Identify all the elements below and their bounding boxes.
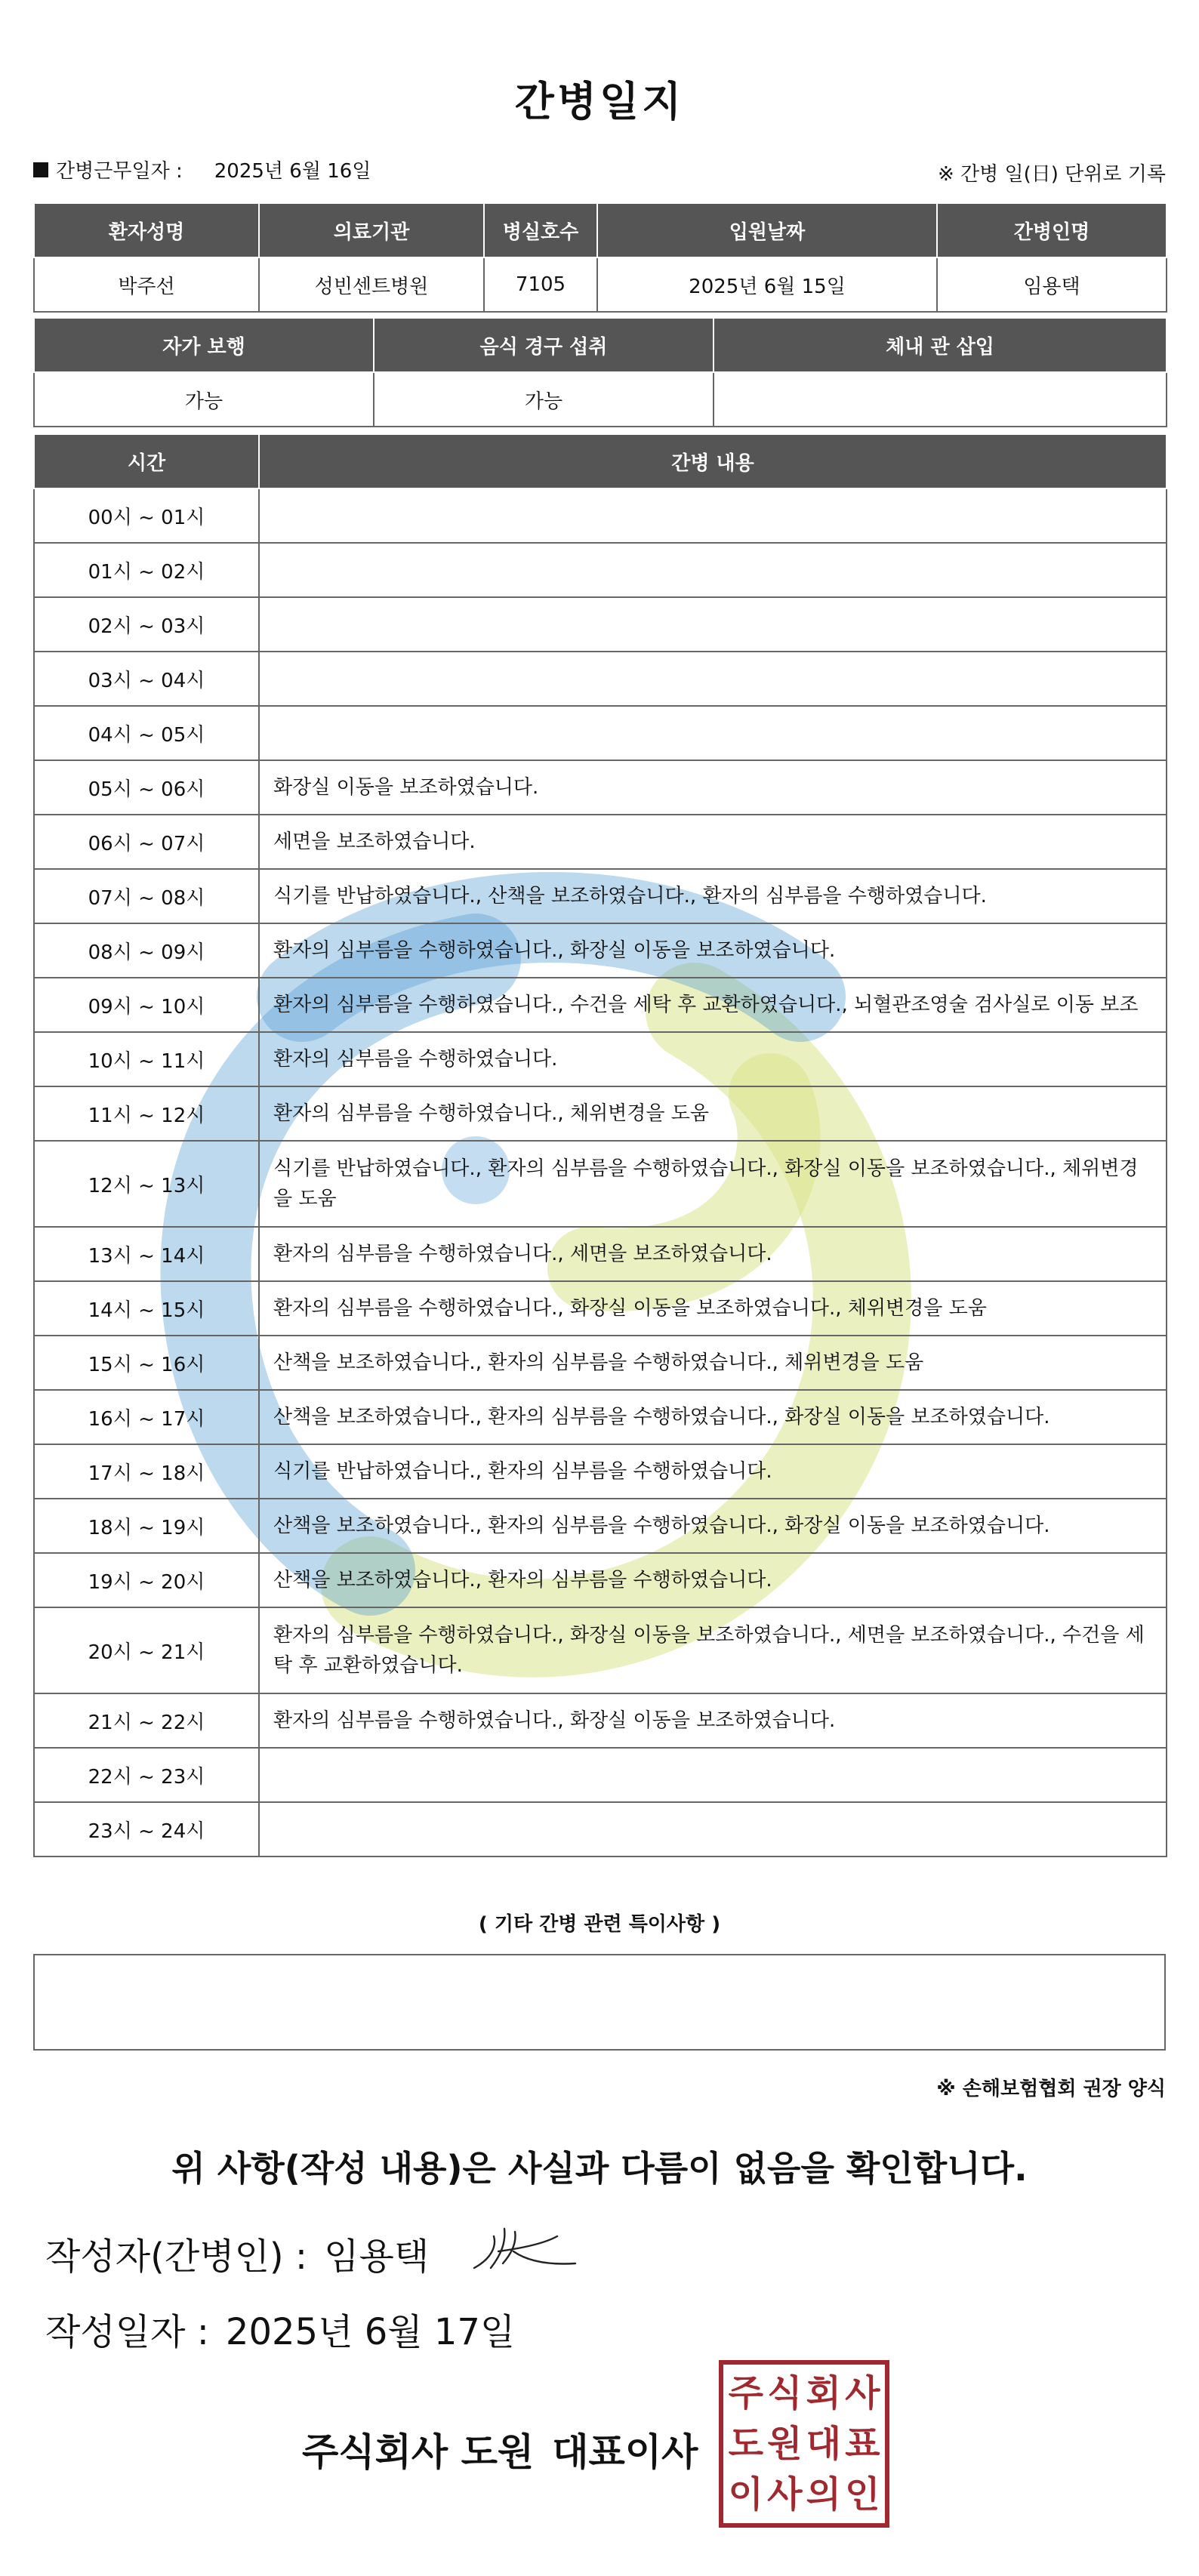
writer-name: 임용택 bbox=[324, 2236, 430, 2278]
room-number: 7105 bbox=[484, 257, 597, 312]
care-content: 환자의 심부름을 수행하였습니다., 화장실 이동을 보조하였습니다., 세면을 보조하였습니다., 수건을 세탁 후 교환하였습니다. bbox=[259, 1607, 1167, 1693]
care-content: 산책을 보조하였습니다., 환자의 심부름을 수행하였습니다., 화장실 이동을 보조하였습니다. bbox=[259, 1390, 1167, 1444]
writer-label: 작성자(간병인) : bbox=[45, 2236, 308, 2278]
time-slot: 19시 ~ 20시 bbox=[34, 1553, 259, 1607]
seal-character: 도 bbox=[728, 2422, 763, 2465]
company-name: 주식회사 도원 bbox=[302, 2430, 535, 2474]
care-content bbox=[259, 1748, 1167, 1802]
care-content bbox=[259, 706, 1167, 760]
time-slot: 22시 ~ 23시 bbox=[34, 1748, 259, 1802]
header-patient-name: 환자성명 bbox=[34, 203, 259, 257]
care-content: 산책을 보조하였습니다., 환자의 심부름을 수행하였습니다., 화장실 이동을 보조하였습니다. bbox=[259, 1499, 1167, 1553]
header-hospital: 의료기관 bbox=[259, 203, 484, 257]
time-slot: 23시 ~ 24시 bbox=[34, 1802, 259, 1857]
time-slot: 10시 ~ 11시 bbox=[34, 1032, 259, 1086]
time-slot: 17시 ~ 18시 bbox=[34, 1444, 259, 1499]
seal-character: 사 bbox=[845, 2371, 880, 2414]
work-date-label: 간병근무일자 : bbox=[56, 160, 183, 183]
patient-info-table bbox=[33, 202, 1167, 313]
care-log-row bbox=[34, 652, 1167, 706]
care-content: 환자의 심부름을 수행하였습니다., 수건을 세탁 후 교환하였습니다., 뇌혈관조영술 검사실로 이동 보조 bbox=[259, 978, 1167, 1032]
company-title: 대표이사 bbox=[552, 2430, 698, 2474]
time-slot: 02시 ~ 03시 bbox=[34, 597, 259, 652]
header-time: 시간 bbox=[34, 434, 259, 488]
time-slot: 14시 ~ 15시 bbox=[34, 1281, 259, 1336]
time-slot: 07시 ~ 08시 bbox=[34, 869, 259, 923]
care-content: 환자의 심부름을 수행하였습니다., 화장실 이동을 보조하였습니다. bbox=[259, 1693, 1167, 1748]
care-log-row bbox=[34, 1499, 1167, 1553]
company-line bbox=[302, 2422, 698, 2476]
time-slot: 16시 ~ 17시 bbox=[34, 1390, 259, 1444]
record-note: ※ 간병 일(日) 단위로 기록 bbox=[937, 163, 1166, 186]
time-slot: 12시 ~ 13시 bbox=[34, 1141, 259, 1227]
care-log-row bbox=[34, 923, 1167, 978]
time-slot: 06시 ~ 07시 bbox=[34, 815, 259, 869]
handwritten-signature bbox=[468, 2221, 581, 2282]
write-date-label: 작성일자 : bbox=[45, 2311, 209, 2353]
patient-name: 박주선 bbox=[34, 257, 259, 312]
recommend-note: ※ 손해보험협회 권장 양식 bbox=[936, 2078, 1166, 2100]
care-log-row bbox=[34, 1336, 1167, 1390]
care-content: 식기를 반납하였습니다., 산책을 보조하였습니다., 환자의 심부름을 수행하였습니다. bbox=[259, 869, 1167, 923]
square-bullet-icon bbox=[33, 162, 48, 177]
seal-character: 인 bbox=[845, 2473, 880, 2516]
care-content: 식기를 반납하였습니다., 환자의 심부름을 수행하였습니다., 화장실 이동을 보조하였습니다., 체위변경을 도움 bbox=[259, 1141, 1167, 1227]
page-title: 간병일지 bbox=[514, 78, 685, 125]
care-log-row bbox=[34, 1693, 1167, 1748]
care-log-row bbox=[34, 1227, 1167, 1281]
seal-character: 이 bbox=[728, 2473, 763, 2516]
patient-status-table bbox=[33, 317, 1167, 427]
hospital-name: 성빈센트병원 bbox=[259, 257, 484, 312]
header-admission-date: 입원날짜 bbox=[597, 203, 937, 257]
care-content: 환자의 심부름을 수행하였습니다., 체위변경을 도움 bbox=[259, 1086, 1167, 1141]
seal-character: 식 bbox=[767, 2371, 803, 2414]
care-content: 화장실 이동을 보조하였습니다. bbox=[259, 760, 1167, 815]
care-log-row bbox=[34, 1748, 1167, 1802]
care-log-row bbox=[34, 597, 1167, 652]
time-slot: 01시 ~ 02시 bbox=[34, 543, 259, 597]
admission-date: 2025년 6월 15일 bbox=[597, 257, 937, 312]
care-log-row bbox=[34, 760, 1167, 815]
care-log-row bbox=[34, 1607, 1167, 1693]
care-content: 산책을 보조하였습니다., 환자의 심부름을 수행하였습니다. bbox=[259, 1553, 1167, 1607]
care-log-row bbox=[34, 1141, 1167, 1227]
time-slot: 18시 ~ 19시 bbox=[34, 1499, 259, 1553]
seal-character: 주 bbox=[728, 2371, 763, 2414]
time-slot: 09시 ~ 10시 bbox=[34, 978, 259, 1032]
care-content bbox=[259, 597, 1167, 652]
care-log-row bbox=[34, 869, 1167, 923]
care-log-row bbox=[34, 1032, 1167, 1086]
time-slot: 20시 ~ 21시 bbox=[34, 1607, 259, 1693]
care-content bbox=[259, 652, 1167, 706]
care-log-row bbox=[34, 1086, 1167, 1141]
time-slot: 21시 ~ 22시 bbox=[34, 1693, 259, 1748]
care-log-row bbox=[34, 1281, 1167, 1336]
tube-insertion-value bbox=[714, 372, 1167, 427]
write-date-value: 2025년 6월 17일 bbox=[225, 2311, 516, 2353]
time-slot: 15시 ~ 16시 bbox=[34, 1336, 259, 1390]
notes-box bbox=[33, 1954, 1166, 2051]
seal-character: 사 bbox=[767, 2473, 803, 2516]
care-content bbox=[259, 543, 1167, 597]
company-seal-stamp bbox=[719, 2360, 889, 2528]
time-slot: 03시 ~ 04시 bbox=[34, 652, 259, 706]
seal-character: 표 bbox=[845, 2422, 880, 2465]
notes-title: ( 기타 간병 관련 특이사항 ) bbox=[478, 1913, 721, 1936]
care-log-row bbox=[34, 1553, 1167, 1607]
header-self-walking: 자가 보행 bbox=[34, 318, 374, 372]
care-content: 산책을 보조하였습니다., 환자의 심부름을 수행하였습니다., 체위변경을 도움 bbox=[259, 1336, 1167, 1390]
header-room: 병실호수 bbox=[484, 203, 597, 257]
write-date-line bbox=[45, 2303, 515, 2355]
oral-intake-value: 가능 bbox=[374, 372, 714, 427]
seal-character: 대 bbox=[806, 2422, 841, 2465]
seal-character: 회 bbox=[806, 2371, 841, 2414]
time-slot: 13시 ~ 14시 bbox=[34, 1227, 259, 1281]
care-log-row bbox=[34, 1444, 1167, 1499]
care-content: 환자의 심부름을 수행하였습니다., 화장실 이동을 보조하였습니다. bbox=[259, 923, 1167, 978]
care-content: 환자의 심부름을 수행하였습니다. bbox=[259, 1032, 1167, 1086]
care-log-body bbox=[34, 488, 1167, 1857]
care-log-table bbox=[33, 433, 1167, 1857]
seal-character: 의 bbox=[806, 2473, 841, 2516]
care-content bbox=[259, 488, 1167, 543]
care-log-row bbox=[34, 488, 1167, 543]
time-slot: 08시 ~ 09시 bbox=[34, 923, 259, 978]
care-log-row bbox=[34, 815, 1167, 869]
care-content: 식기를 반납하였습니다., 환자의 심부름을 수행하였습니다. bbox=[259, 1444, 1167, 1499]
care-content: 환자의 심부름을 수행하였습니다., 세면을 보조하였습니다. bbox=[259, 1227, 1167, 1281]
confirm-statement: 위 사항(작성 내용)은 사실과 다름이 없음을 확인합니다. bbox=[171, 2148, 1028, 2189]
care-log-row bbox=[34, 706, 1167, 760]
care-log-row bbox=[34, 543, 1167, 597]
care-content: 세면을 보조하였습니다. bbox=[259, 815, 1167, 869]
header-tube-insertion: 체내 관 삽입 bbox=[714, 318, 1167, 372]
time-slot: 04시 ~ 05시 bbox=[34, 706, 259, 760]
work-date bbox=[33, 156, 371, 183]
care-content bbox=[259, 1802, 1167, 1857]
care-content: 환자의 심부름을 수행하였습니다., 화장실 이동을 보조하였습니다., 체위변경을 도움 bbox=[259, 1281, 1167, 1336]
time-slot: 05시 ~ 06시 bbox=[34, 760, 259, 815]
self-walking-value: 가능 bbox=[34, 372, 374, 427]
seal-character: 원 bbox=[767, 2422, 803, 2465]
care-log-row bbox=[34, 1802, 1167, 1857]
header-care-content: 간병 내용 bbox=[259, 434, 1167, 488]
care-log-row bbox=[34, 978, 1167, 1032]
header-caregiver-name: 간병인명 bbox=[937, 203, 1167, 257]
time-slot: 11시 ~ 12시 bbox=[34, 1086, 259, 1141]
time-slot: 00시 ~ 01시 bbox=[34, 488, 259, 543]
caregiver-name: 임용택 bbox=[937, 257, 1167, 312]
writer-line bbox=[45, 2227, 429, 2279]
header-oral-intake: 음식 경구 섭취 bbox=[374, 318, 714, 372]
work-date-value: 2025년 6월 16일 bbox=[214, 160, 371, 183]
care-log-row bbox=[34, 1390, 1167, 1444]
